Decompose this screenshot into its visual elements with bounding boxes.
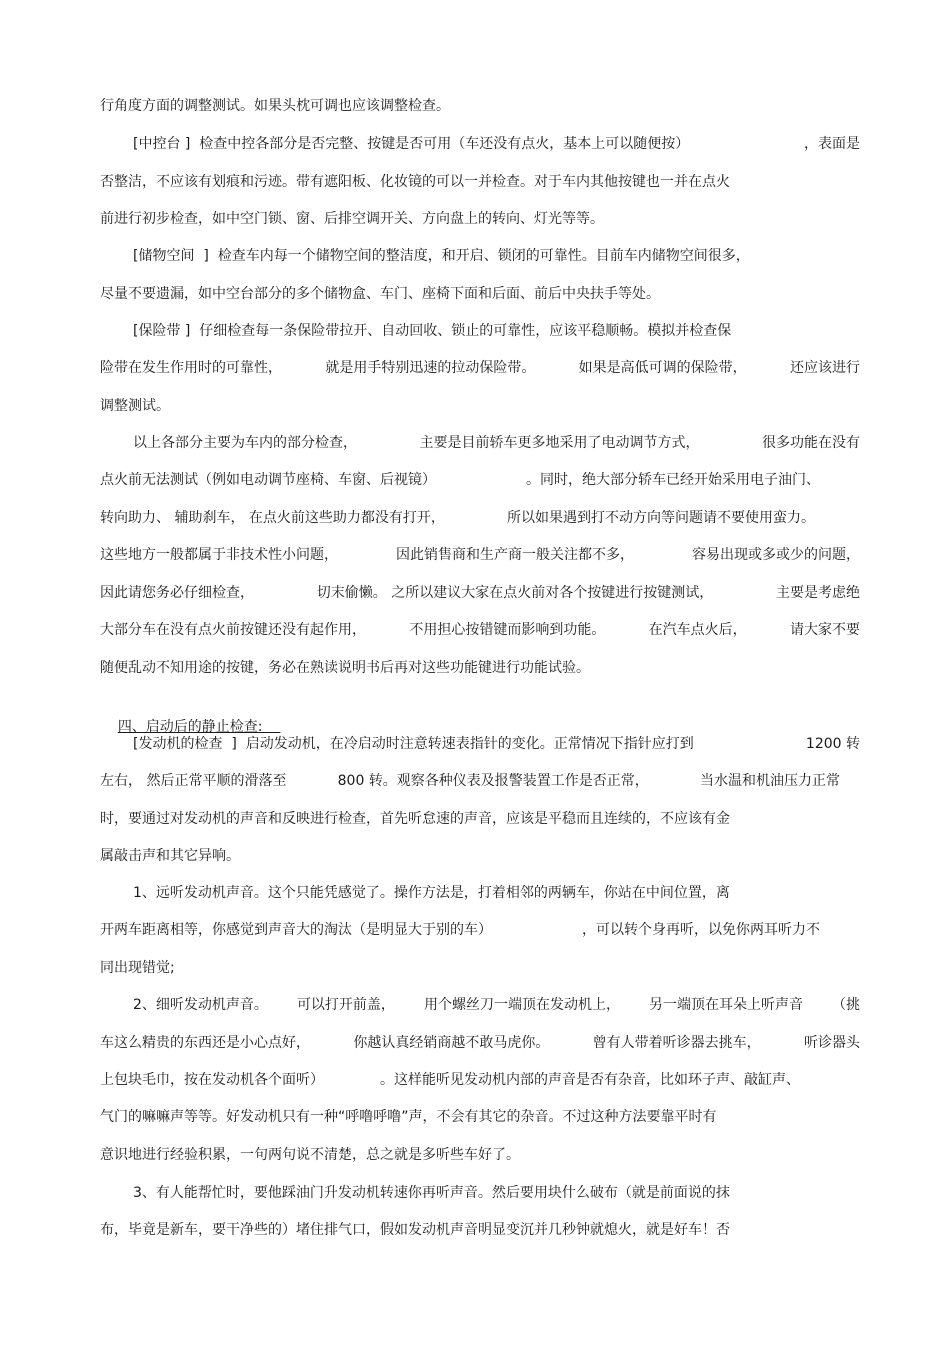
text-run: 。这样能听见发动机内部的声音是否有杂音，比如环子声、敲缸声、 bbox=[380, 1072, 800, 1088]
text-run: 2、细听发动机声音。 bbox=[133, 997, 268, 1013]
paragraph-line: 随便乱动不知用途的按键，务必在熟读说明书后再对这些功能键进行功能试验。 bbox=[100, 660, 590, 676]
paragraph-line bbox=[133, 733, 860, 755]
text-run: 当水温和机油压力正常 bbox=[700, 773, 840, 789]
paragraph-line bbox=[133, 432, 860, 454]
text-run: 主要是目前轿车更多地采用了电动调节方式， bbox=[419, 435, 700, 451]
text-run: 请大家不要 bbox=[789, 622, 860, 638]
paragraph-line bbox=[100, 919, 820, 941]
text-run: [发动机的检查 ] 启动发动机，在冷启动时注意转速表指针的变化。正常情况下指针应打到 bbox=[133, 736, 694, 752]
text-run: 点火前无法测试（例如电动调节座椅、车窗、后视镜） bbox=[100, 472, 436, 488]
paragraph-line: [储物空间 ] 检查车内每一个储物空间的整洁度，和开启、锁闭的可靠性。目前车内储物空间很多， bbox=[133, 248, 750, 264]
text-run: 车这么精贵的东西还是小心点好， bbox=[100, 1035, 310, 1051]
paragraph-line: 3、有人能帮忙时，要他踩油门升发动机转速你再听声音。然后要用块什么破布（就是前面说的抹 bbox=[133, 1185, 730, 1201]
text-run: ，可以转个身再听，以免你两耳听力不 bbox=[582, 922, 820, 938]
text-run: 可以打开前盖， bbox=[296, 997, 395, 1013]
text-run: 开两车距离相等，你感觉到声音大的淘汰（是明显大于别的车） bbox=[100, 922, 492, 938]
paragraph-line: 否整洁，不应该有划痕和污迹。带有遮阳板、化妆镜的可以一并检查。对于车内其他按键也一并在点火 bbox=[100, 174, 730, 190]
text-run: 因此销售商和生产商一般关注都不多， bbox=[396, 547, 634, 563]
text-run: （挑 bbox=[831, 997, 860, 1013]
text-run: 800 转。观察各种仪表及报警装置工作是否正常， bbox=[337, 773, 649, 789]
paragraph-line bbox=[100, 1032, 860, 1054]
text-run: 还应该进行 bbox=[789, 360, 860, 376]
paragraph-line bbox=[100, 357, 860, 379]
text-run: 大部分车在没有点火前按键还没有起作用， bbox=[100, 622, 366, 638]
paragraph-line: 布，毕竟是新车，要干净些的）堵住排气口，假如发动机声音明显变沉并几秒钟就熄火，就是好车！否 bbox=[100, 1222, 730, 1238]
text-run: 另一端顶在耳朵上听声音 bbox=[648, 997, 803, 1013]
text-run: 所以如果遇到打不动方向等问题请不要使用蛮力。 bbox=[507, 510, 815, 526]
text-run: 用个螺丝刀一端顶在发动机上， bbox=[423, 997, 620, 1013]
text-run: 左右， 然后正常平顺的滑落至 bbox=[100, 773, 287, 789]
paragraph-line bbox=[100, 770, 840, 792]
text-run: 你越认真经销商越不敢马虎你。 bbox=[353, 1035, 550, 1051]
text-run: 切末偷懒。 之所以建议大家在点火前对各个按键进行按键测试， bbox=[316, 585, 714, 601]
paragraph-line bbox=[100, 544, 860, 566]
paragraph-line: 尽量不要遗漏，如中空台部分的多个储物盒、车门、座椅下面和后面、前后中央扶手等处。 bbox=[100, 286, 660, 302]
text-run: 主要是考虑绝 bbox=[775, 585, 860, 601]
paragraph-line: 前进行初步检查，如中空门锁、窗、后排空调开关、方向盘上的转向、灯光等等。 bbox=[100, 211, 604, 227]
section-heading bbox=[100, 694, 860, 735]
text-run: 曾有人带着听诊器去挑车， bbox=[592, 1035, 761, 1051]
text-run: 就是用手特别迅速的拉动保险带。 bbox=[325, 360, 536, 376]
text-run: 险带在发生作用时的可靠性， bbox=[100, 360, 282, 376]
section-heading-text: 四、启动后的静止检查: bbox=[117, 719, 263, 735]
paragraph-line: 时，要通过对发动机的声音和反映进行检查，首先听怠速的声音，应该是平稳而且连续的，不应该有金 bbox=[100, 811, 730, 827]
text-run: 转向助力、 辅助刹车， 在点火前这些助力都没有打开， bbox=[100, 510, 445, 526]
paragraph-line: [保险带 ] 仔细检查每一条保险带拉开、自动回收、锁止的可靠性，应该平稳顺畅。模拟并检查保 bbox=[133, 323, 732, 339]
paragraph-line: 气门的嘛嘛声等等。好发动机只有一种“呼噜呼噜”声，不会有其它的杂音。不过这种方法要靠平时有 bbox=[100, 1109, 717, 1125]
text-run: 容易出现或多或少的问题， bbox=[692, 547, 860, 563]
paragraph-line bbox=[100, 469, 820, 491]
paragraph-line: 属敲击声和其它异响。 bbox=[100, 848, 240, 864]
text-run: 这些地方一般都属于非技术性小问题， bbox=[100, 547, 338, 563]
text-run: 1200 转 bbox=[805, 736, 860, 752]
paragraph-line: 行角度方面的调整测试。如果头枕可调也应该调整检查。 bbox=[100, 98, 450, 114]
text-run: [中控台 ] 检查中控各部分是否完整、按键是否可用（车还没有点火，基本上可以随便按） bbox=[133, 136, 690, 152]
paragraph-line: 同出现错觉; bbox=[100, 960, 175, 976]
text-run: 不用担心按错键而影响到功能。 bbox=[409, 622, 606, 638]
text-run: 以上各部分主要为车内的部分检查， bbox=[133, 435, 357, 451]
paragraph-line bbox=[133, 133, 860, 155]
text-run: 因此请您务必仔细检查， bbox=[100, 585, 254, 601]
text-run: 如果是高低可调的保险带， bbox=[578, 360, 747, 376]
paragraph-line: 调整测试。 bbox=[100, 398, 170, 414]
text-run: 。同时，绝大部分轿车已经开始采用电子油门、 bbox=[526, 472, 820, 488]
paragraph-line bbox=[100, 507, 815, 529]
paragraph-line bbox=[133, 994, 860, 1016]
paragraph-line bbox=[100, 582, 860, 604]
text-run: 听诊器头 bbox=[803, 1035, 860, 1051]
text-run: 很多功能在没有 bbox=[762, 435, 860, 451]
text-run: ，表面是 bbox=[804, 136, 860, 152]
paragraph-line bbox=[100, 619, 860, 641]
text-run: 上包块毛巾，按在发动机各个面听） bbox=[100, 1072, 324, 1088]
paragraph-line: 1、远听发动机声音。这个只能凭感觉了。操作方法是，打着相邻的两辆车，你站在中间位置，离 bbox=[133, 885, 730, 901]
paragraph-line: 意识地进行经验积累，一句两句说不清楚，总之就是多听些车好了。 bbox=[100, 1147, 520, 1163]
text-run: 在汽车点火后， bbox=[648, 622, 747, 638]
paragraph-line bbox=[100, 1069, 800, 1091]
